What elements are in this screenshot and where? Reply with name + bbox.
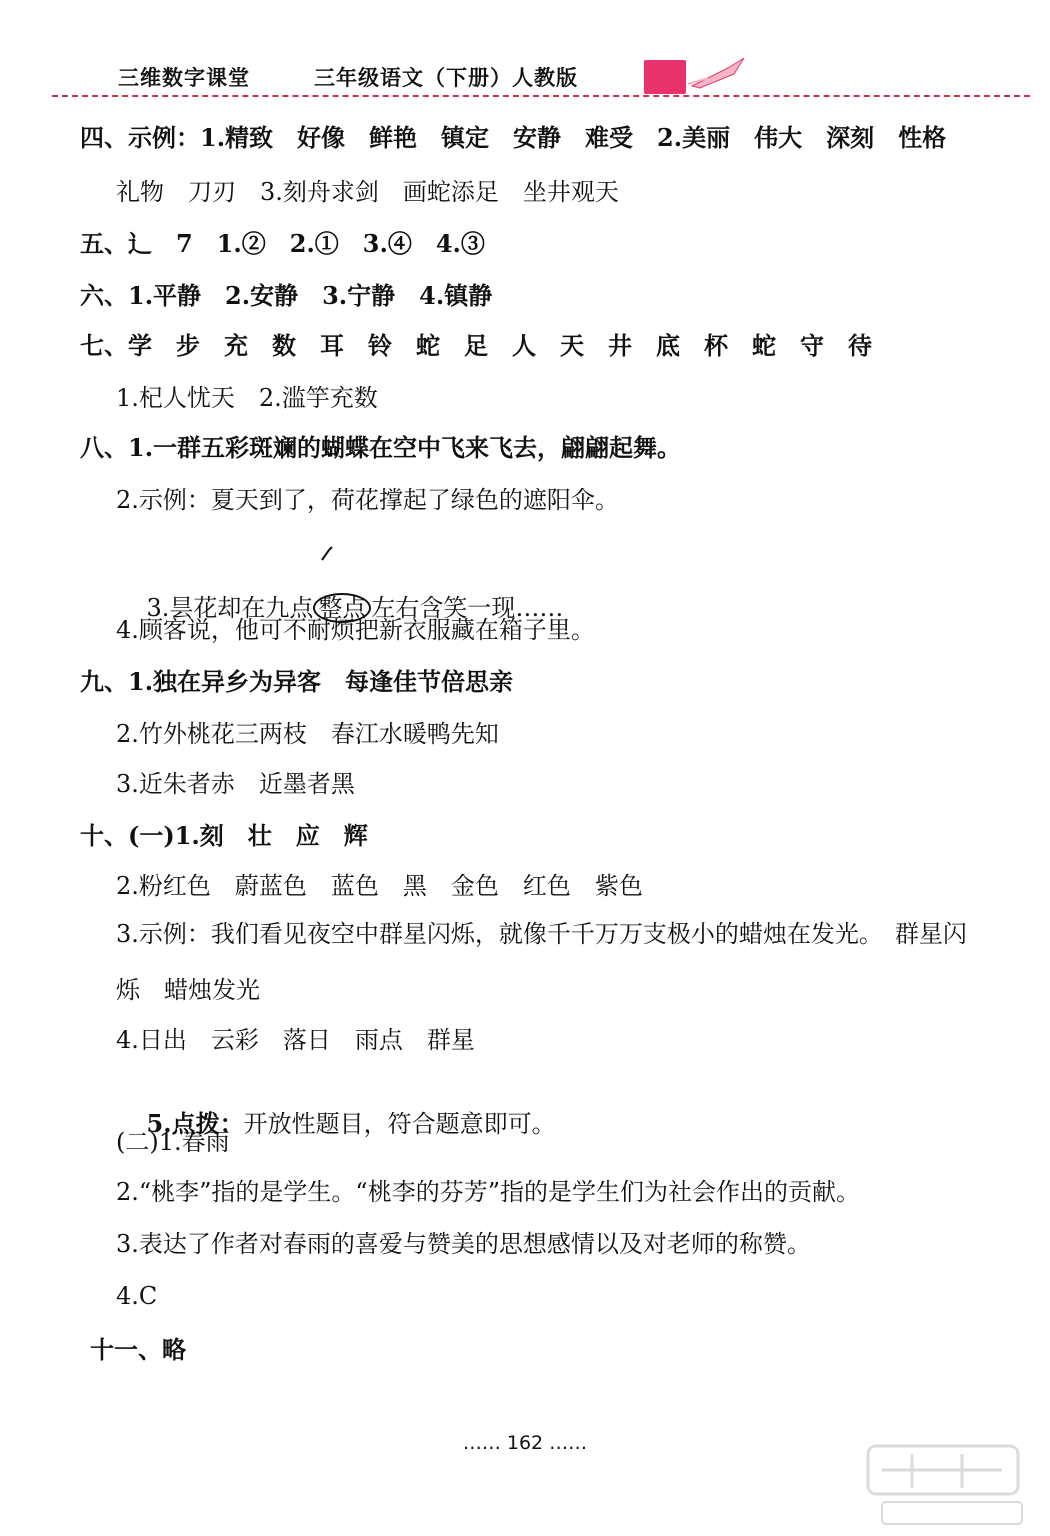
section-7-line-2: 1.杞人忧天 2.滥竽充数 <box>116 384 378 412</box>
hint-text: 开放性题目，符合题意即可。 <box>243 1110 556 1138</box>
section-11: 十一、略 <box>90 1335 186 1364</box>
section-10-item-3-line-1: 3.示例：我们看见夜空中群星闪烁，就像千千万万支极小的蜡烛在发光。 群星闪 <box>116 920 967 948</box>
header-divider <box>52 95 1030 97</box>
page-number: …… 162 …… <box>462 1432 588 1454</box>
section-10b-item-1: (二)1.春雨 <box>116 1128 230 1156</box>
section-7-line-1: 七、学 步 充 数 耳 铃 蛇 足 人 天 井 底 杯 蛇 守 待 <box>80 331 872 360</box>
section-9-item-3: 3.近朱者赤 近墨者黑 <box>116 770 355 798</box>
circled-correction: 整点 <box>313 593 371 623</box>
book-title: 三年级语文（下册）人教版 <box>314 66 578 90</box>
section-10-item-1: 十、(一)1.刻 壮 应 辉 <box>80 821 368 850</box>
section-8-item-1: 八、1.一群五彩斑斓的蝴蝶在空中飞来飞去，翩翩起舞。 <box>80 433 682 462</box>
section-5: 五、辶 7 1.② 2.① 3.④ 4.③ <box>80 229 485 258</box>
rocket-icon <box>688 54 748 90</box>
section-6: 六、1.平静 2.安静 3.宁静 4.镇静 <box>80 281 493 310</box>
header-badge <box>644 60 686 94</box>
hint-label: 5.点拨： <box>146 1109 244 1138</box>
section-4-line-2: 礼物 刀刃 3.刻舟求剑 画蛇添足 坐井观天 <box>116 178 619 206</box>
item-3-suffix: 左右含笑一现…… <box>371 594 564 622</box>
section-10b-item-2: 2.“桃李”指的是学生。“桃李的芬芳”指的是学生们为社会作出的贡献。 <box>116 1178 860 1206</box>
section-9-item-1: 九、1.独在异乡为异客 每逢佳节倍思亲 <box>80 667 514 696</box>
section-10b-item-3: 3.表达了作者对春雨的喜爱与赞美的思想感情以及对老师的称赞。 <box>116 1230 811 1258</box>
section-8-item-4: 4.顾客说，他可不耐烦把新衣服藏在箱子里。 <box>116 616 595 644</box>
series-title: 三维数字课堂 <box>118 66 250 90</box>
page-header <box>0 0 1050 100</box>
section-10-item-4: 4.日出 云彩 落日 雨点 群星 <box>116 1026 475 1054</box>
section-10-item-2: 2.粉红色 蔚蓝色 蓝色 黑 金色 红色 紫色 <box>116 872 643 900</box>
section-4-line-1: 四、示例：1.精致 好像 鲜艳 镇定 安静 难受 2.美丽 伟大 深刻 性格 <box>80 123 947 152</box>
section-10-item-3-line-2: 烁 蜡烛发光 <box>116 976 260 1004</box>
section-10b-item-4: 4.C <box>116 1282 158 1310</box>
watermark-logo-icon <box>862 1440 1032 1530</box>
item-3-prefix: 3.昙花却在九点 <box>146 594 314 622</box>
section-8-item-2: 2.示例：夏天到了，荷花撑起了绿色的遮阳伞。 <box>116 486 619 514</box>
section-9-item-2: 2.竹外桃花三两枝 春江水暖鸭先知 <box>116 720 499 748</box>
